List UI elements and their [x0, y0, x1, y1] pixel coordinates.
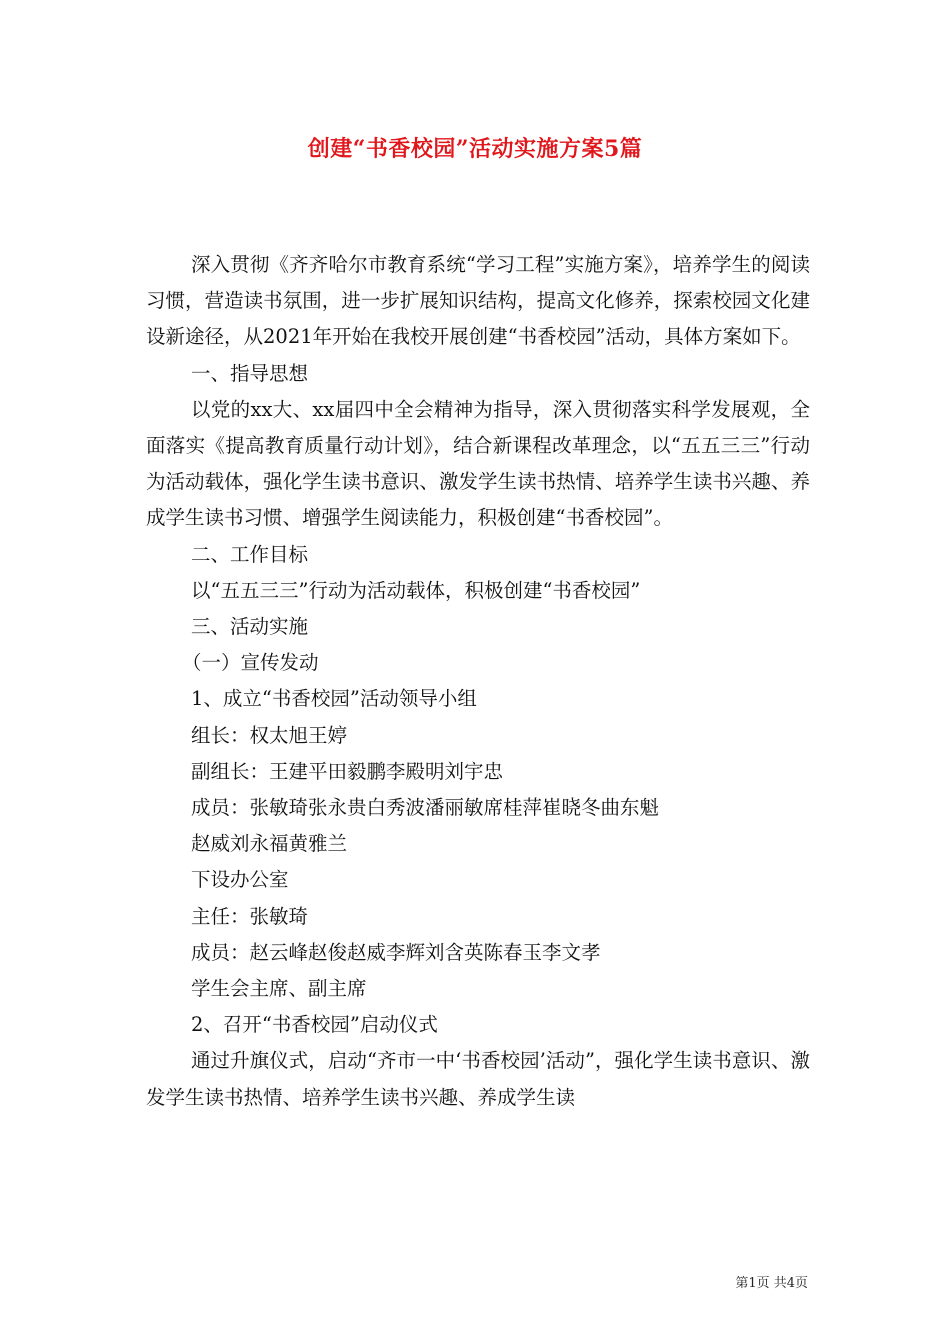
subsection-heading-publicity: （一）宣传发动: [182, 651, 319, 675]
group-leader-line: 组长：权太旭王婷: [191, 723, 348, 747]
section-heading-work-goal: 二、工作目标: [191, 542, 309, 566]
launch-ceremony-paragraph: 通过升旗仪式，启动“齐市一中‘书香校园’活动”，强化学生读书意识、激发学生读书热情、培养学生读书兴趣、养成学生读: [146, 1049, 810, 1109]
section-heading-activity-implementation: 三、活动实施: [191, 615, 309, 639]
document-title: 创建“书香校园”活动实施方案5篇: [307, 136, 643, 162]
list-item-launch-ceremony: 2、召开“书香校园”启动仪式: [191, 1013, 438, 1037]
deputy-leader-line: 副组长：王建平田毅鹏李殿明刘宇忠: [191, 759, 504, 783]
student-union-line: 学生会主席、副主席: [191, 977, 367, 1001]
intro-paragraph: 深入贯彻《齐齐哈尔市教育系统“学习工程”实施方案》，培养学生的阅读习惯，营造读书氛围，进一步扩展知识结构，提高文化修养，探索校园文化建设新途径，从2021年开始在我校开展创建“书香校园”活动，具体方案如下。: [146, 253, 810, 349]
office-members-line: 成员：赵云峰赵俊赵威李辉刘含英陈春玉李文孝: [191, 940, 601, 964]
guiding-ideology-paragraph: 以党的xx大、xx届四中全会精神为指导，深入贯彻落实科学发展观，全面落实《提高教育质量行动计划》，结合新课程改革理念，以“五五三三”行动为活动载体，强化学生读书意识、激发学生读书热情、培养学生读书兴趣、养成学生读书习惯、增强学生阅读能力，积极创建“书香校园”。: [146, 397, 810, 530]
list-item-leading-group: 1、成立“书香校园”活动领导小组: [191, 687, 477, 711]
members-line: 成员：张敏琦张永贵白秀波潘丽敏席桂萍崔晓冬曲东魁: [191, 796, 660, 820]
document-body: [146, 247, 810, 1116]
office-line: 下设办公室: [191, 868, 289, 892]
page-footer: 第1页 共4页: [735, 1276, 808, 1291]
members-line-continued: 赵威刘永福黄雅兰: [191, 832, 348, 856]
director-line: 主任：张敏琦: [191, 904, 309, 928]
section-heading-guiding-ideology: 一、指导思想: [191, 361, 309, 385]
work-goal-text: 以“五五三三”行动为活动载体，积极创建“书香校园”: [191, 578, 641, 602]
